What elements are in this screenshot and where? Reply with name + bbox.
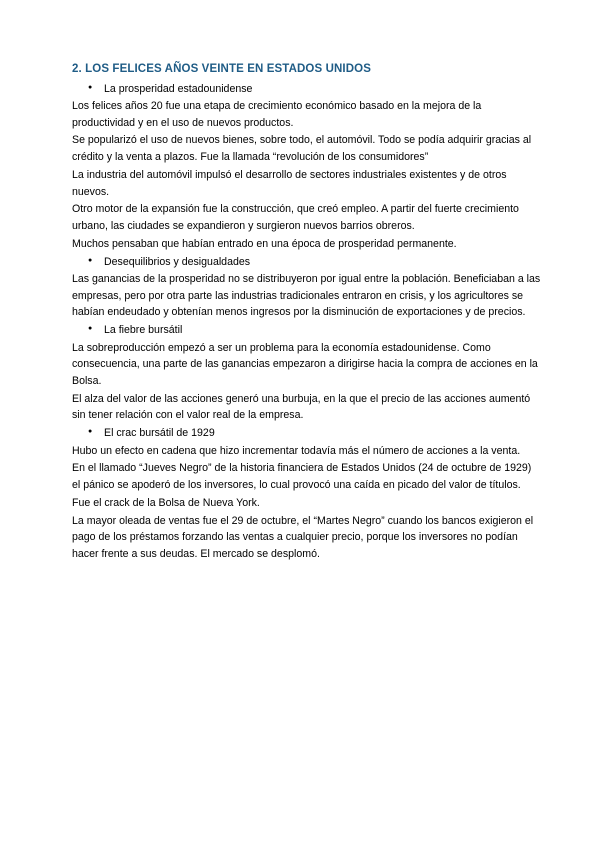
paragraph: La mayor oleada de ventas fue el 29 de octubre, el “Martes Negro” cuando los bancos exigieron el pago de los préstamos forzando las ventas a cualquier precio, porque los inversores no podían hacer frente a sus deudas. El mercado se desplomó.	[72, 514, 534, 561]
list-item: ● La prosperidad estadounidense	[72, 81, 542, 97]
paragraph: Hubo un efecto en cadena que hizo incrementar todavía más el número de acciones a la venta.	[72, 444, 521, 457]
paragraph: Muchos pensaban que habían entrado en una época de prosperidad permanente.	[72, 237, 457, 250]
page-title: 2. LOS FELICES AÑOS VEINTE EN ESTADOS UNIDOS	[72, 63, 371, 75]
list-item: ● Desequilibrios y desigualdades	[72, 254, 542, 270]
paragraph: El alza del valor de las acciones generó una burbuja, en la que el precio de las acciones aumentó sin tener relación con el valor real de la empresa.	[72, 392, 531, 422]
list-item: ● La fiebre bursátil	[72, 322, 542, 338]
paragraph: La sobreproducción empezó a ser un problema para la economía estadounidense. Como consecuencia, una parte de las ganancias empezaron a dirigirse hacia la compra de acciones en la Bolsa.	[72, 341, 538, 388]
paragraph: Se popularizó el uso de nuevos bienes, sobre todo, el automóvil. Todo se podía adquirir gracias al crédito y la venta a plazos. Fue la llamada “revolución de los consumidores”	[72, 134, 532, 164]
paragraph: La industria del automóvil impulsó el desarrollo de sectores industriales existentes y de otros nuevos.	[72, 168, 507, 198]
paragraph: Las ganancias de la prosperidad no se distribuyeron por igual entre la población. Beneficiaban a las empresas, pero por otra parte las industrias tradicionales entraron en crisis, y los agricultores se habían endeudado y obtenían menos ingresos por la disminución de exportaciones y de precios.	[72, 272, 541, 319]
list-item: ● El crac bursátil de 1929	[72, 425, 542, 441]
paragraph: Otro motor de la expansión fue la construcción, que creó empleo. A partir del fuerte crecimiento urbano, las ciudades se expandieron y surgieron nuevos barrios obreros.	[72, 203, 519, 233]
paragraph: Los felices años 20 fue una etapa de crecimiento económico basado en la mejora de la productividad y en el uso de nuevos productos.	[72, 99, 482, 129]
paragraph: En el llamado “Jueves Negro” de la historia financiera de Estados Unidos (24 de octubre de 1929) el pánico se apoderó de los inversores, lo cual provocó una caída en picado del valor de títulos.	[72, 462, 532, 492]
paragraph: Fue el crack de la Bolsa de Nueva York.	[72, 496, 260, 509]
document-body	[72, 81, 542, 563]
